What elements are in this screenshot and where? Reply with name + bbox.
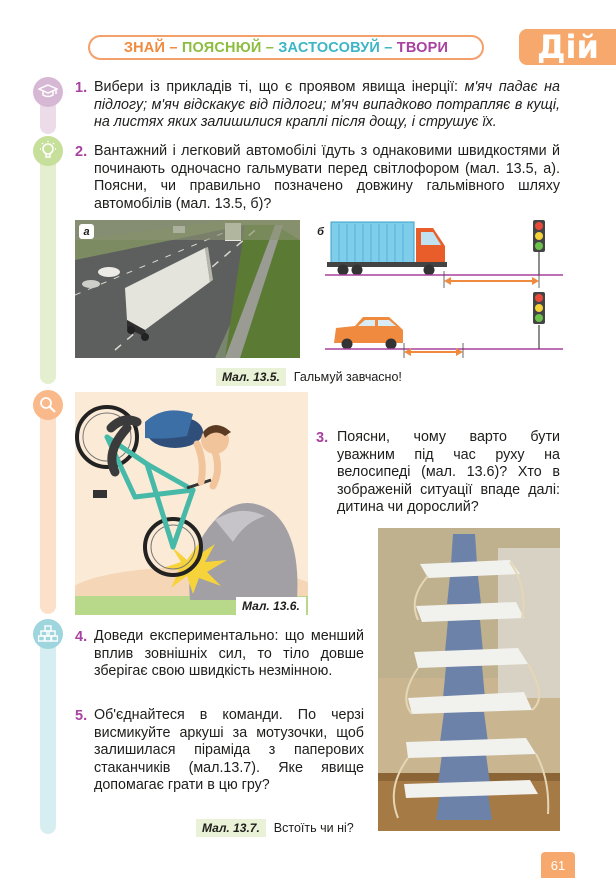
figure-label-a: а bbox=[79, 224, 94, 239]
blocks-icon bbox=[33, 619, 63, 649]
header-word-explain: ПОЯСНЮЙ bbox=[181, 39, 262, 56]
rail-blue bbox=[40, 620, 56, 834]
task-2-text: Вантажний і легковий автомобілі їдуть з однаковими швидкостями й починають одночасно гальмувати перед світлофором (мал. 13.5, а). Поясни, чи правильно позначено довжину гальмівного шляху автомобілів (мал. 13.5, б)? bbox=[94, 143, 560, 212]
task-1-examples: м'яч падає на підлогу; м'яч відскакує від підлоги; м'яч випадково потрапляє в кущі, на листях яких залишилися краплі після дощу, і струшує їх. bbox=[94, 79, 561, 131]
task-4-text: Доведи експериментально: що менший вплив зовнішніх сил, то тіло довше зберігає свою швидкість незмінною. bbox=[94, 628, 364, 680]
header-word-create: ТВОРИ bbox=[396, 39, 449, 56]
header-dash-1: – bbox=[169, 39, 178, 56]
task-3-number: 3. bbox=[316, 430, 329, 446]
task-1-text bbox=[94, 79, 560, 132]
figure-13-5-tag: Мал. 13.5. bbox=[216, 368, 286, 386]
cyclist-fall-illustration bbox=[75, 392, 308, 615]
graduation-cap-icon bbox=[33, 77, 63, 107]
task-3-text: Поясни, чому варто бути уважним під час руху на велосипеді (мал. 13.6)? Хто в зображеній ситуації впаде далі: дитина чи дорослий? bbox=[337, 429, 560, 516]
figure-13-7-caption bbox=[196, 818, 354, 837]
figure-13-6-tag: Мал. 13.6. bbox=[236, 597, 306, 615]
figure-13-5-caption bbox=[216, 367, 402, 386]
header-word-know: ЗНАЙ bbox=[123, 39, 166, 56]
header-dash-2: – bbox=[265, 39, 274, 56]
figure-13-5-text: Гальмуй завчасно! bbox=[293, 369, 402, 384]
figure-13-6-caption bbox=[236, 596, 306, 615]
section-tab bbox=[519, 29, 616, 65]
braking-diagram bbox=[311, 218, 563, 360]
task-4-number: 4. bbox=[75, 629, 88, 645]
header-word-apply: ЗАСТОСОВУЙ bbox=[278, 39, 381, 56]
task-5-number: 5. bbox=[75, 708, 88, 724]
page-number: 61 bbox=[541, 852, 575, 878]
task-1-lead: Вибери із прикладів ті, що є проявом явища інерції: bbox=[94, 79, 465, 95]
highway-trucks-photo bbox=[75, 220, 300, 358]
lightbulb-icon bbox=[33, 136, 63, 166]
cup-pyramid-photo bbox=[378, 528, 560, 831]
figure-label-b: б bbox=[313, 224, 328, 239]
rail-green bbox=[40, 138, 56, 384]
section-header-bar bbox=[88, 35, 484, 60]
header-dash-3: – bbox=[384, 39, 393, 56]
task-1-number: 1. bbox=[75, 80, 88, 96]
rail-orange bbox=[40, 392, 56, 614]
figure-13-7-tag: Мал. 13.7. bbox=[196, 819, 266, 837]
magnifier-icon bbox=[33, 390, 63, 420]
section-tab-label: Дій bbox=[537, 28, 599, 66]
task-5-text: Об'єднайтеся в команди. По черзі висмикуйте аркуші за мотузочки, щоб залишилася піраміда з паперових стаканчиків (мал.13.7). Яке явище допомагає грати в цю гру? bbox=[94, 707, 364, 794]
figure-13-7-text: Встоїть чи ні? bbox=[273, 820, 354, 835]
task-2-number: 2. bbox=[75, 144, 88, 160]
